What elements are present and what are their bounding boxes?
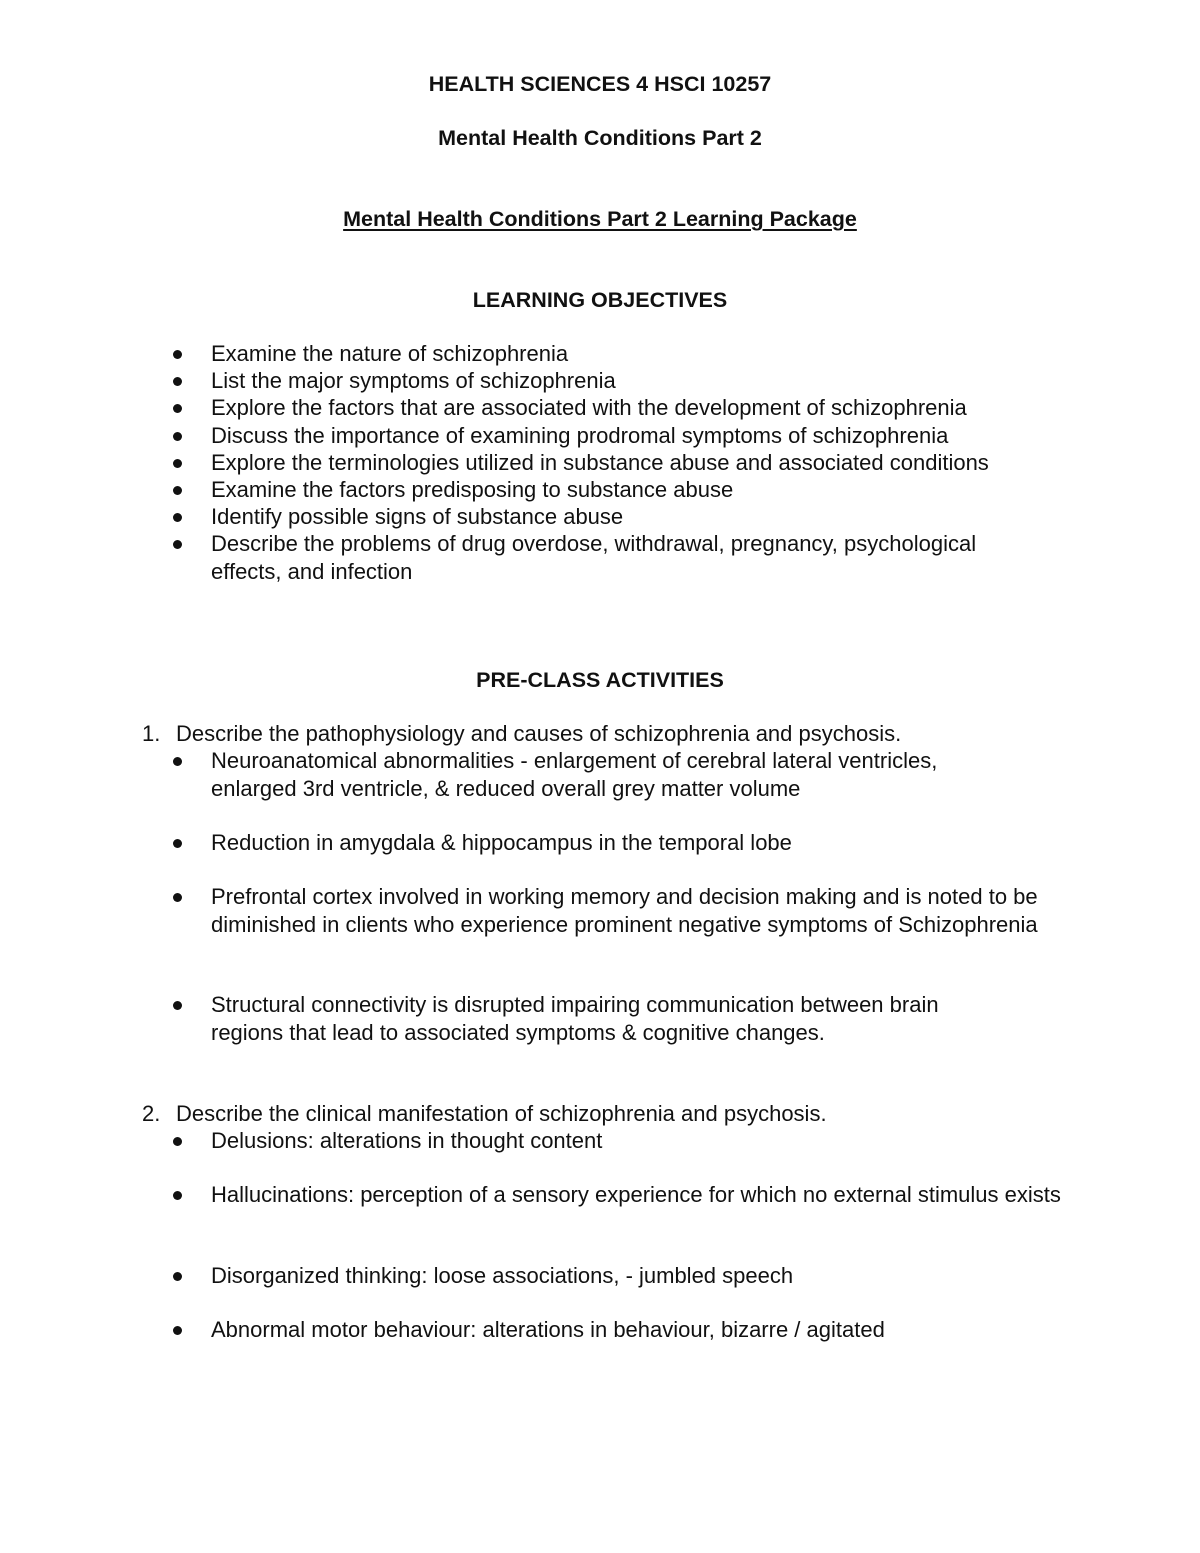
bullet-icon: [173, 757, 182, 766]
bullet-icon: [173, 1001, 182, 1010]
answer-item: Delusions: alterations in thought content: [173, 1127, 1073, 1155]
objective-item: Explore the factors that are associated with the development of schizophrenia: [173, 394, 1073, 421]
bullet-icon: [173, 839, 182, 848]
bullet-icon: [173, 350, 182, 359]
answer-item: Hallucinations: perception of a sensory experience for which no external stimulus exists: [173, 1181, 1073, 1209]
bullet-icon: [173, 1191, 182, 1200]
question-text: Describe the clinical manifestation of schizophrenia and psychosis.: [176, 1101, 827, 1126]
bullet-icon: [173, 404, 182, 413]
bullet-icon: [173, 459, 182, 468]
answer-item: Structural connectivity is disrupted impairing communication between brain regions that lead to associated symptoms & cognitive changes.: [173, 991, 1073, 1046]
objective-item: Discuss the importance of examining prodromal symptoms of schizophrenia: [173, 422, 1073, 449]
objective-item: Explore the terminologies utilized in substance abuse and associated conditions: [173, 449, 1073, 476]
objective-item: Examine the nature of schizophrenia: [173, 340, 1073, 367]
answer-item: Disorganized thinking: loose associations, - jumbled speech: [173, 1262, 1073, 1290]
objective-item: Examine the factors predisposing to substance abuse: [173, 476, 1073, 503]
bullet-icon: [173, 1326, 182, 1335]
bullet-icon: [173, 377, 182, 386]
answer-item: Neuroanatomical abnormalities - enlargement of cerebral lateral ventricles, enlarged 3rd ventricle, & reduced overall grey matter volume: [173, 747, 1073, 802]
question-number: 1.: [142, 721, 161, 746]
answer-item: Prefrontal cortex involved in working memory and decision making and is noted to be diminished in clients who experience prominent negative symptoms of Schizophrenia: [173, 883, 1073, 938]
learning-package-title: Mental Health Conditions Part 2 Learning Package: [343, 207, 857, 231]
course-code-heading: HEALTH SCIENCES 4 HSCI 10257: [428, 72, 772, 96]
objective-item: Describe the problems of drug overdose, withdrawal, pregnancy, psychological effects, and infection: [173, 530, 1073, 584]
document-title: Mental Health Conditions Part 2: [438, 126, 762, 150]
bullet-icon: [173, 1272, 182, 1281]
answer-item: Abnormal motor behaviour: alterations in behaviour, bizarre / agitated: [173, 1316, 1073, 1344]
learning-objectives-heading: LEARNING OBJECTIVES: [472, 288, 728, 312]
bullet-icon: [173, 432, 182, 441]
learning-objectives-list: [173, 340, 1073, 585]
bullet-icon: [173, 1137, 182, 1146]
bullet-icon: [173, 486, 182, 495]
bullet-icon: [173, 540, 182, 549]
answer-item: Reduction in amygdala & hippocampus in the temporal lobe: [173, 829, 1073, 857]
objective-item: Identify possible signs of substance abuse: [173, 503, 1073, 530]
bullet-icon: [173, 893, 182, 902]
question-number: 2.: [142, 1101, 161, 1126]
bullet-icon: [173, 513, 182, 522]
question-text: Describe the pathophysiology and causes of schizophrenia and psychosis.: [176, 721, 902, 746]
pre-class-activities-heading: PRE-CLASS ACTIVITIES: [476, 668, 724, 692]
objective-item: List the major symptoms of schizophrenia: [173, 367, 1073, 394]
